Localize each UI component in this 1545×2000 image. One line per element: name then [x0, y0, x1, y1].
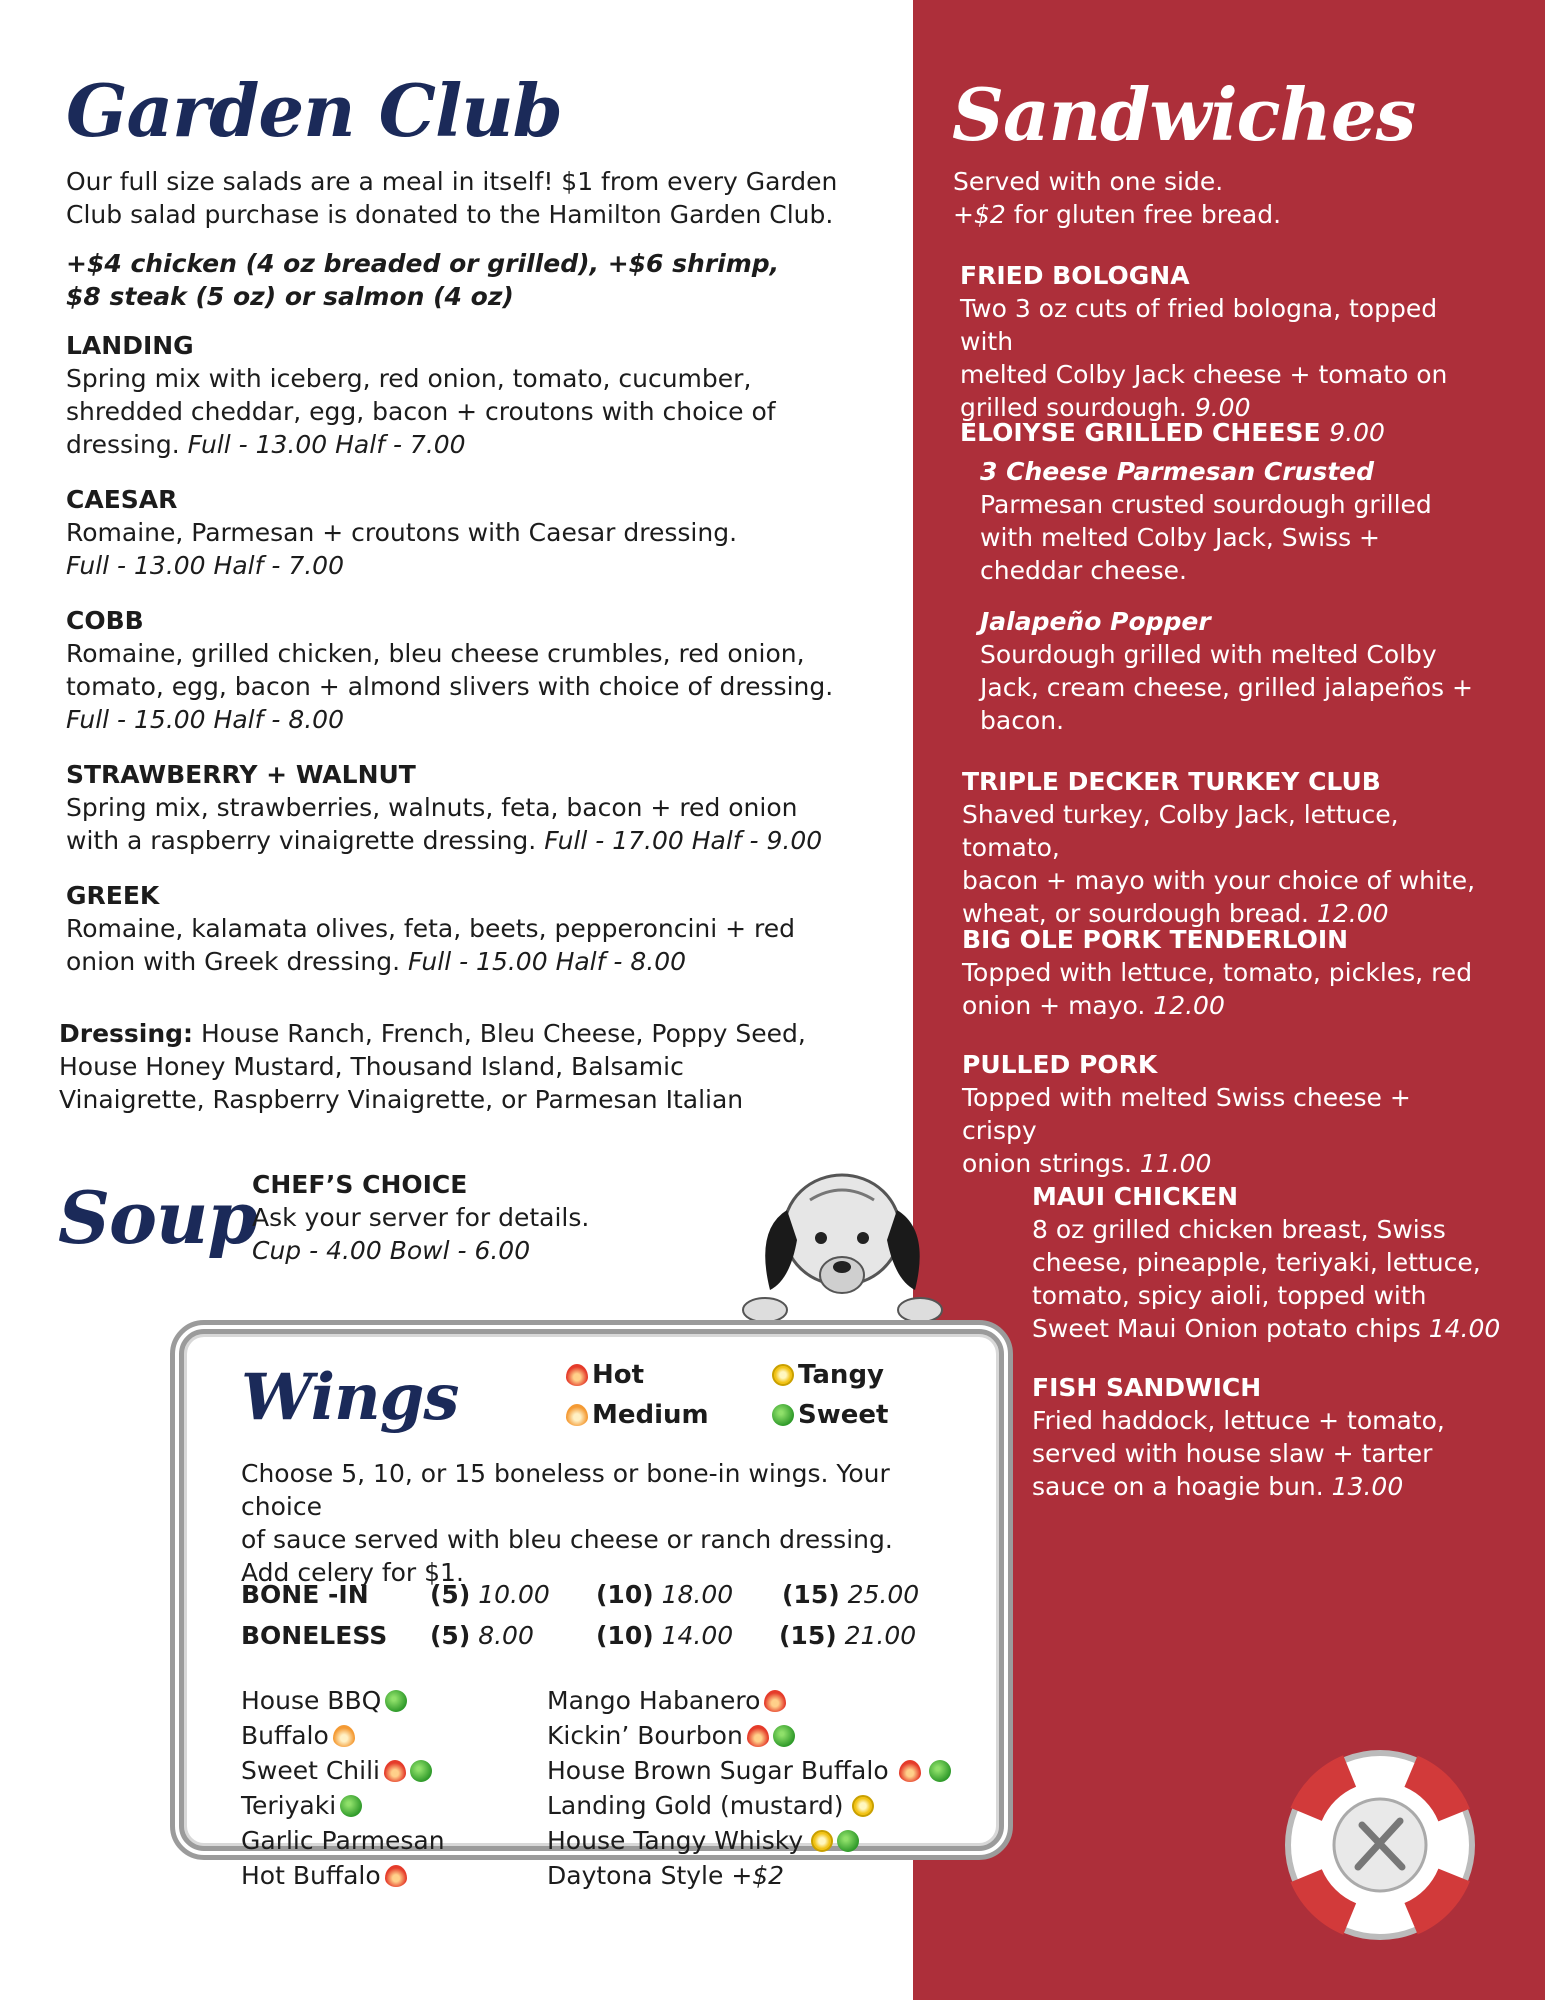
grilled-cheese-option-parmesan [980, 455, 1480, 587]
wings-desc: Add celery for $1. [241, 1558, 464, 1587]
count: (15) [782, 1580, 840, 1609]
sandwich-desc: cheese, pineapple, teriyaki, lettuce, [1032, 1248, 1481, 1277]
hot-icon [384, 1760, 406, 1782]
sweet-icon [773, 1725, 795, 1747]
option-desc: with melted Colby Jack, Swiss + [980, 523, 1380, 552]
garden-club-section [66, 165, 866, 978]
price: 18.00 [653, 1580, 734, 1609]
legend-label: Sweet [798, 1400, 889, 1430]
sandwich-name: ELOIYSE GRILLED CHEESE [960, 418, 1330, 447]
salad-desc: tomato, egg, bacon + almond slivers with choice of dressing. [66, 672, 834, 701]
garden-intro-2: Club salad purchase is donated to the Hamilton Garden Club. [66, 200, 834, 229]
sandwich-desc: melted Colby Jack cheese + tomato on [960, 360, 1448, 389]
salad-desc: Romaine, grilled chicken, bleu cheese crumbles, red onion, [66, 639, 805, 668]
count: (5) [430, 1621, 471, 1650]
sauce-item [241, 1753, 436, 1788]
garden-addon-2: $8 steak (5 oz) or salmon (4 oz) [66, 282, 514, 311]
sweet-icon [340, 1795, 362, 1817]
option-name: Jalapeño Popper [980, 607, 1211, 636]
salad-strawberry-walnut [66, 758, 866, 857]
wings-desc: of sauce served with bleu cheese or ranch dressing. [241, 1525, 893, 1554]
sandwich-desc: Shaved turkey, Colby Jack, lettuce, tomato, [962, 800, 1399, 862]
dressing-label: Dressing: [59, 1019, 194, 1048]
sandwich-desc: Fried haddock, lettuce + tomato, [1032, 1406, 1445, 1435]
legend-label: Tangy [798, 1360, 884, 1390]
sandwich-price: 12.00 [1316, 899, 1389, 928]
soup-price: Cup - 4.00 Bowl - 6.00 [252, 1236, 531, 1265]
price: 21.00 [836, 1621, 917, 1650]
soup-section [252, 1168, 652, 1267]
sauce-name: Landing Gold (mustard) [547, 1791, 844, 1820]
hot-icon [764, 1690, 786, 1712]
sandwich-desc: tomato, spicy aioli, topped with [1032, 1281, 1427, 1310]
count: (10) [596, 1580, 654, 1609]
salad-price: Full - 17.00 Half - 9.00 [544, 826, 823, 855]
sandwich-price: 11.00 [1139, 1149, 1212, 1178]
soup-desc: Ask your server for details. [252, 1203, 590, 1232]
soup-title: Soup [58, 1175, 257, 1260]
sandwich-name: FISH SANDWICH [1032, 1373, 1262, 1402]
sauce-item [547, 1788, 878, 1823]
salad-landing [66, 329, 866, 461]
sandwich-name: FRIED BOLOGNA [960, 261, 1190, 290]
sandwich-name: BIG OLE PORK TENDERLOIN [962, 925, 1349, 954]
sauce-name: Garlic Parmesan [241, 1826, 445, 1855]
salad-price: Full - 15.00 Half - 8.00 [408, 947, 687, 976]
wings-desc: Choose 5, 10, or 15 boneless or bone-in wings. Your choice [241, 1459, 890, 1521]
gluten-free-price: +$2 [953, 200, 1006, 229]
legend-label: Hot [592, 1360, 645, 1390]
sandwich-price: 12.00 [1153, 991, 1225, 1020]
price: 8.00 [470, 1621, 534, 1650]
sandwich-name: MAUI CHICKEN [1032, 1182, 1239, 1211]
salad-caesar [66, 483, 866, 582]
salad-name: CAESAR [66, 485, 178, 514]
tangy-icon [811, 1830, 833, 1852]
sauce-name: Sweet Chili [241, 1756, 380, 1785]
salad-desc: Romaine, Parmesan + croutons with Caesar dressing. [66, 518, 738, 547]
sweet-icon [410, 1760, 432, 1782]
legend-medium [562, 1395, 709, 1435]
sauce-item [547, 1718, 799, 1753]
legend-sweet [768, 1395, 888, 1435]
legend-hot [562, 1355, 644, 1395]
sauce-name: Hot Buffalo [241, 1861, 381, 1890]
garden-addon-1: +$4 chicken (4 oz breaded or grilled), +$6 shrimp, [66, 249, 780, 278]
salad-desc: shredded cheddar, egg, bacon + croutons with choice of [66, 397, 776, 426]
dog-icon [735, 1170, 950, 1320]
garden-intro-1: Our full size salads are a meal in itself! $1 from every Garden [66, 167, 838, 196]
sandwich-price: 13.00 [1331, 1472, 1404, 1501]
garden-club-title: Garden Club [66, 68, 562, 153]
salad-desc: onion with Greek dressing. [66, 947, 409, 976]
sauce-upcharge: +$2 [731, 1861, 785, 1890]
row-label: BONE -IN [241, 1580, 369, 1609]
option-name: 3 Cheese Parmesan Crusted [980, 457, 1375, 486]
option-desc: Parmesan crusted sourdough grilled [980, 490, 1432, 519]
sauce-item [547, 1683, 790, 1718]
grilled-cheese-option-jalapeno [980, 605, 1480, 737]
salad-name: LANDING [66, 331, 194, 360]
sandwich-desc: 8 oz grilled chicken breast, Swiss [1032, 1215, 1446, 1244]
sandwiches-intro [953, 165, 1473, 231]
count: (15) [779, 1621, 837, 1650]
sandwich-desc: onion strings. [962, 1149, 1140, 1178]
sandwich-fish [1032, 1371, 1545, 1503]
salad-name: STRAWBERRY + WALNUT [66, 760, 416, 789]
price: 14.00 [653, 1621, 734, 1650]
tangy-icon [772, 1364, 794, 1386]
dressing-text: House Honey Mustard, Thousand Island, Balsamic [59, 1052, 684, 1081]
count: (10) [596, 1621, 654, 1650]
option-desc: bacon. [980, 706, 1065, 735]
sandwiches-intro-text: Served with one side. [953, 167, 1224, 196]
sandwich-desc: Topped with melted Swiss cheese + crispy [962, 1083, 1411, 1145]
sandwich-desc: wheat, or sourdough bread. [962, 899, 1317, 928]
sauce-name: House Tangy Whisky [547, 1826, 804, 1855]
sandwich-fried-bologna [960, 259, 1480, 424]
hot-icon [747, 1725, 769, 1747]
sandwich-desc: sauce on a hoagie bun. [1032, 1472, 1332, 1501]
sandwich-price: 9.00 [1194, 393, 1251, 422]
salad-desc: Spring mix, strawberries, walnuts, feta, bacon + red onion [66, 793, 798, 822]
sandwich-pork-tenderloin [962, 923, 1482, 1022]
hot-icon [566, 1364, 588, 1386]
sauce-item [241, 1788, 366, 1823]
sandwich-desc: grilled sourdough. [960, 393, 1195, 422]
hot-icon [385, 1865, 407, 1887]
sandwich-desc: onion + mayo. [962, 991, 1154, 1020]
dressing-text: House Ranch, French, Bleu Cheese, Poppy Seed, [193, 1019, 806, 1048]
sweet-icon [929, 1760, 951, 1782]
sandwich-name: TRIPLE DECKER TURKEY CLUB [962, 767, 1381, 796]
dressing-list [59, 1017, 819, 1116]
sauce-item [547, 1753, 955, 1788]
sauce-name: Buffalo [241, 1721, 329, 1750]
medium-icon [566, 1404, 588, 1426]
salad-name: GREEK [66, 881, 160, 910]
sauce-item [241, 1683, 411, 1718]
sauce-item [547, 1858, 784, 1893]
sandwich-desc: Two 3 oz cuts of fried bologna, topped with [960, 294, 1438, 356]
sweet-icon [385, 1690, 407, 1712]
salad-cobb [66, 604, 866, 736]
sauce-item [241, 1823, 445, 1858]
sandwich-desc: Topped with lettuce, tomato, pickles, red [962, 958, 1473, 987]
sandwich-maui-chicken [1032, 1180, 1545, 1345]
sandwich-name: PULLED PORK [962, 1050, 1158, 1079]
sandwich-desc: served with house slaw + tarter [1032, 1439, 1433, 1468]
option-desc: cheddar cheese. [980, 556, 1187, 585]
sandwich-desc: Sweet Maui Onion potato chips [1032, 1314, 1429, 1343]
wings-description [241, 1457, 961, 1589]
price: 25.00 [839, 1580, 920, 1609]
salad-greek [66, 879, 866, 978]
count: (5) [430, 1580, 471, 1609]
sandwich-pulled-pork [962, 1048, 1482, 1180]
sandwich-turkey-club [962, 765, 1482, 930]
salad-desc: Spring mix with iceberg, red onion, tomato, cucumber, [66, 364, 752, 393]
sandwich-price: 9.00 [1329, 418, 1385, 447]
sweet-icon [837, 1830, 859, 1852]
sauce-name: House BBQ [241, 1686, 382, 1715]
legend-label: Medium [592, 1400, 709, 1430]
sandwich-desc: bacon + mayo with your choice of white, [962, 866, 1476, 895]
salad-price: Full - 13.00 Half - 7.00 [66, 551, 344, 580]
sandwich-grilled-cheese [960, 416, 1480, 737]
option-desc: Sourdough grilled with melted Colby [980, 640, 1437, 669]
lifebuoy-icon [1280, 1745, 1480, 1945]
option-desc: Jack, cream cheese, grilled jalapeños + [980, 673, 1473, 702]
sauce-name: Mango Habanero [547, 1686, 761, 1715]
salad-price: Full - 15.00 Half - 8.00 [66, 705, 344, 734]
row-label: BONELESS [241, 1621, 388, 1650]
medium-icon [333, 1725, 355, 1747]
sauce-item [241, 1718, 359, 1753]
sauce-name: Daytona Style [547, 1861, 732, 1890]
sauce-name: House Brown Sugar Buffalo [547, 1756, 889, 1785]
soup-name: CHEF’S CHOICE [252, 1170, 468, 1199]
sauce-name: Kickin’ Bourbon [547, 1721, 743, 1750]
sandwiches-title: Sandwiches [952, 72, 1416, 157]
sandwich-price: 14.00 [1428, 1314, 1501, 1343]
salad-desc: dressing. [66, 430, 188, 459]
dressing-text: Vinaigrette, Raspberry Vinaigrette, or Parmesan Italian [59, 1085, 744, 1114]
salad-price: Full - 13.00 Half - 7.00 [187, 430, 466, 459]
tangy-icon [852, 1795, 874, 1817]
salad-desc: with a raspberry vinaigrette dressing. [66, 826, 545, 855]
sandwiches-intro-text: for gluten free bread. [1005, 200, 1282, 229]
salad-desc: Romaine, kalamata olives, feta, beets, pepperoncini + red [66, 914, 796, 943]
hot-icon [899, 1760, 921, 1782]
salad-name: COBB [66, 606, 144, 635]
sauce-item [547, 1823, 863, 1858]
wings-title: Wings [241, 1360, 459, 1435]
sauce-item [241, 1858, 411, 1893]
price: 10.00 [470, 1580, 550, 1609]
legend-tangy [768, 1355, 884, 1395]
sweet-icon [772, 1404, 794, 1426]
sauce-name: Teriyaki [241, 1791, 337, 1820]
